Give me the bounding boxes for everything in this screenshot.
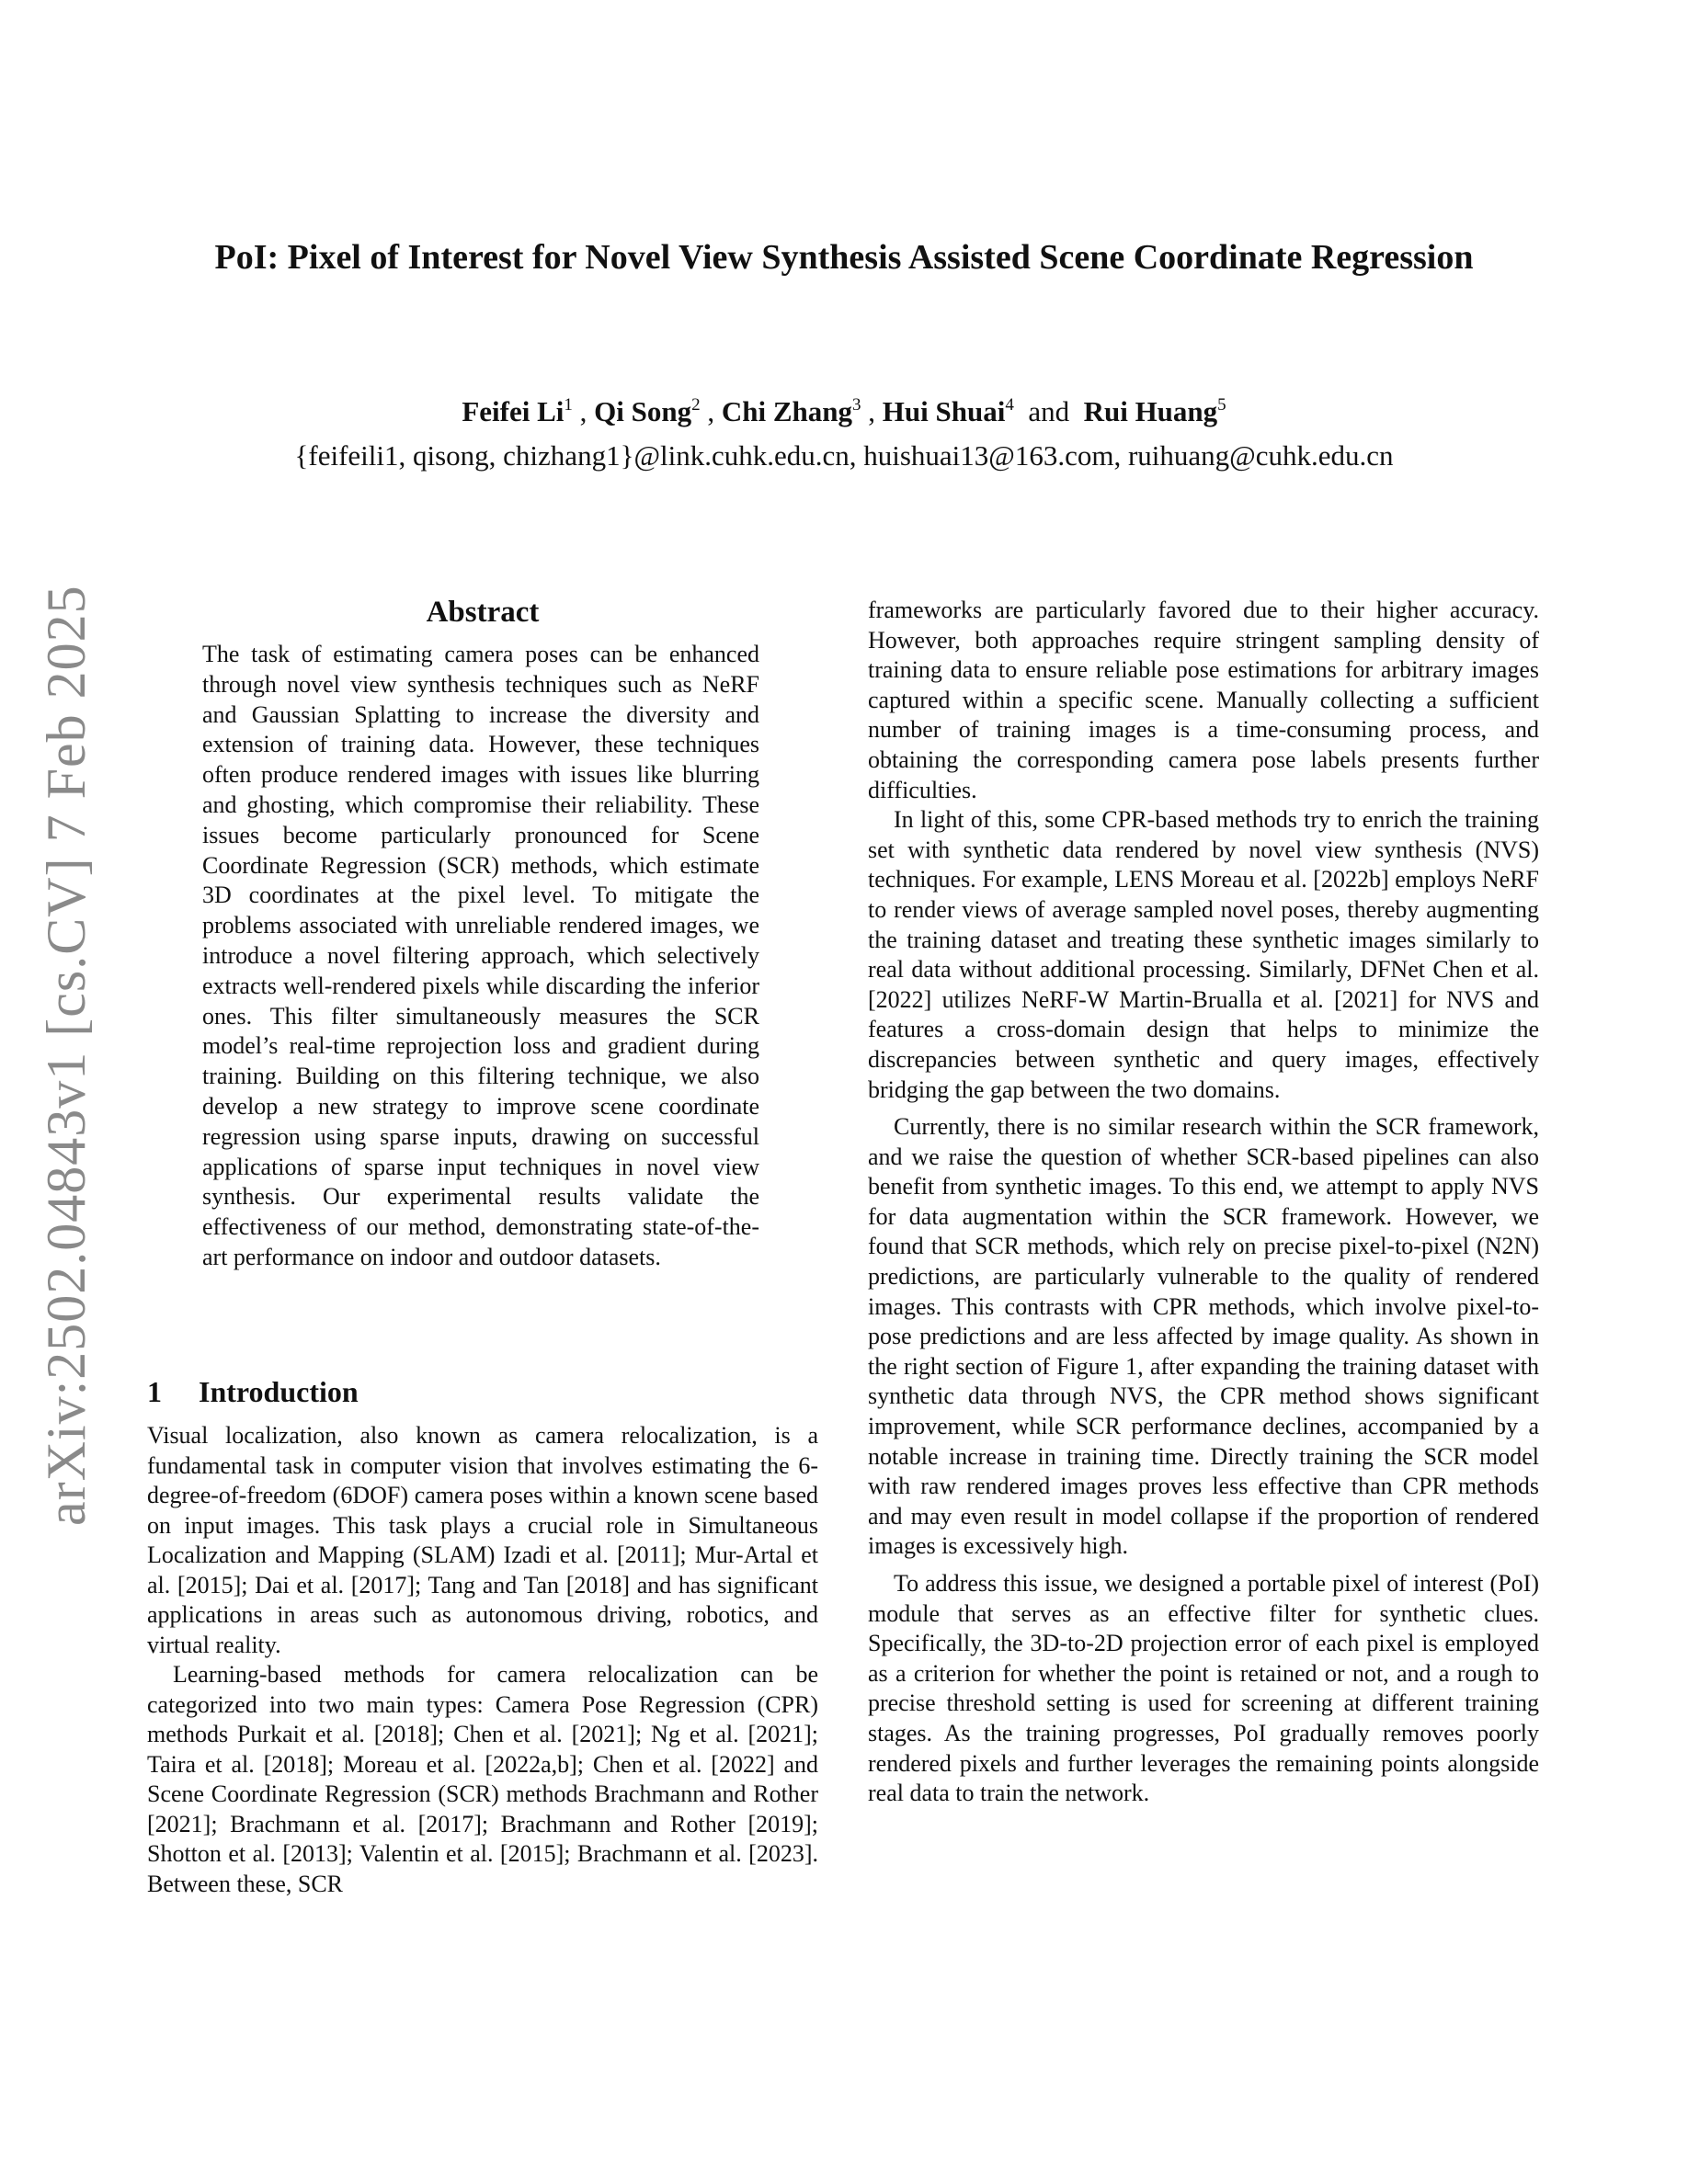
left-column <box>147 1421 818 1899</box>
author-name: Qi Song <box>594 395 692 427</box>
abstract-heading: Abstract <box>426 596 540 629</box>
body-paragraph: Learning-based methods for camera relocalization can be categorized into two main types: Camera Pose Regression (CPR) methods Purkait et al. [2018]; Chen et al. [2021]; Ng et al. [2021]; Taira et al. [2018]; Moreau et al. [2022a,b]; Chen et al. [2022] and Scene Coordinate Regression (SCR) methods Brachmann and Rother [2021]; Brachmann et al. [2017]; Brachmann and Rother [2019]; Shotton et al. [2013]; Valentin et al. [2015]; Brachmann et al. [2023]. Between these, SCR <box>147 1661 818 1897</box>
author-name: Hui Shuai <box>882 395 1006 427</box>
author-name: Rui Huang <box>1083 395 1218 427</box>
author-conjunction: and <box>1028 395 1070 427</box>
author-affiliation-mark: 3 <box>852 395 861 415</box>
body-paragraph: frameworks are particularly favored due to their higher accuracy. However, both approaches require stringent sampling density of training data to ensure reliable pose estimations for arbitrary images captured within a specific scene. Manually collecting a sufficient number of training images is a time-consuming process, and obtaining the corresponding camera pose labels presents further difficulties. <box>868 597 1539 803</box>
section-title: Introduction <box>199 1375 359 1408</box>
body-paragraph: In light of this, some CPR-based methods try to enrich the training set with synthetic data rendered by novel view synthesis (NVS) techniques. For example, LENS Moreau et al. [2022b] employs NeRF to render views of average sampled novel poses, thereby augmenting the training dataset and treating these synthetic images similarly to real data without additional processing. Similarly, DFNet Chen et al. [2022] utilizes NeRF-W Martin-Brualla et al. [2021] for NVS and features a cross-domain design that helps to minimize the discrepancies between synthetic and query images, effectively bridging the gap between the two domains. <box>868 806 1539 1103</box>
author-affiliation-mark: 5 <box>1217 395 1226 415</box>
right-column <box>868 596 1539 1809</box>
section-number: 1 <box>147 1375 162 1408</box>
author-affiliation-mark: 1 <box>564 395 573 415</box>
section-heading <box>147 1373 818 1410</box>
author-affiliation-mark: 4 <box>1005 395 1014 415</box>
body-paragraph: To address this issue, we designed a portable pixel of interest (PoI) module that serves as an effective filter for synthetic clues. Specifically, the 3D-to-2D projection error of each pixel is employed as a criterion for whether the point is retained or not, and a rough to precise threshold setting is used for screening at different training stages. As the training progresses, PoI gradually removes poorly rendered pixels and further leverages the remaining points alongside real data to train the network. <box>868 1570 1539 1807</box>
author-name: Chi Zhang <box>721 395 852 427</box>
body-paragraph: Visual localization, also known as camera relocalization, is a fundamental task in computer vision that involves estimating the 6-degree-of-freedom (6DOF) camera poses within a known scene based on input images. This task plays a crucial role in Simultaneous Localization and Mapping (SLAM) Izadi et al. [2011]; Mur-Artal et al. [2015]; Dai et al. [2017]; Tang and Tan [2018] and has significant applications in areas such as autonomous driving, robotics, and virtual reality. <box>147 1422 818 1658</box>
author-list <box>147 393 1541 430</box>
arxiv-identifier-stamp: arXiv:2502.04843v1 [cs.CV] 7 Feb 2025 <box>36 585 97 1526</box>
author-emails: {feifeili1, qisong, chizhang1}@link.cuhk.edu.cn, huishuai13@163.com, ruihuang@cuhk.edu.cn <box>294 439 1394 472</box>
body-paragraph: Currently, there is no similar research within the SCR framework, and we raise the question of whether SCR-based pipelines can also benefit from synthetic images. To this end, we attempt to apply NVS for data augmentation within the SCR framework. However, we found that SCR methods, which rely on precise pixel-to-pixel (N2N) predictions, are particularly vulnerable to the quality of rendered images. This contrasts with CPR methods, which involve pixel-to-pose predictions and are less affected by image quality. As shown in the right section of Figure 1, after expanding the training dataset with synthetic data through NVS, the CPR method shows significant improvement, while SCR performance declines, accompanied by a notable increase in training time. Directly training the SCR model with raw rendered images proves less effective than CPR methods and may even result in model collapse if the proportion of rendered images is excessively high. <box>868 1113 1539 1560</box>
author-separator: , <box>579 395 587 427</box>
paper-title: PoI: Pixel of Interest for Novel View Synthesis Assisted Scene Coordinate Regression <box>214 238 1474 277</box>
author-separator: , <box>868 395 875 427</box>
author-name: Feifei Li <box>462 395 565 427</box>
author-affiliation-mark: 2 <box>691 395 701 415</box>
abstract-text: The task of estimating camera poses can be enhanced through novel view synthesis techniques such as NeRF and Gaussian Splatting to increase the diversity and extension of training data. However, these techniques often produce rendered images with issues like blurring and ghosting, which compromise their reliability. These issues become particularly pronounced for Scene Coordinate Regression (SCR) methods, which estimate 3D coordinates at the pixel level. To mitigate the problems associated with unreliable rendered images, we introduce a novel filtering approach, which selectively extracts well-rendered pixels while discarding the inferior ones. This filter simultaneously measures the SCR model’s real-time reprojection loss and gradient during training. Building on this filtering technique, we also develop a new strategy to improve scene coordinate regression using sparse inputs, drawing on successful applications of sparse input techniques in novel view synthesis. Our experimental results validate the effectiveness of our method, demonstrating state-of-the-art performance on indoor and outdoor datasets. <box>202 641 759 1270</box>
author-separator: , <box>707 395 715 427</box>
